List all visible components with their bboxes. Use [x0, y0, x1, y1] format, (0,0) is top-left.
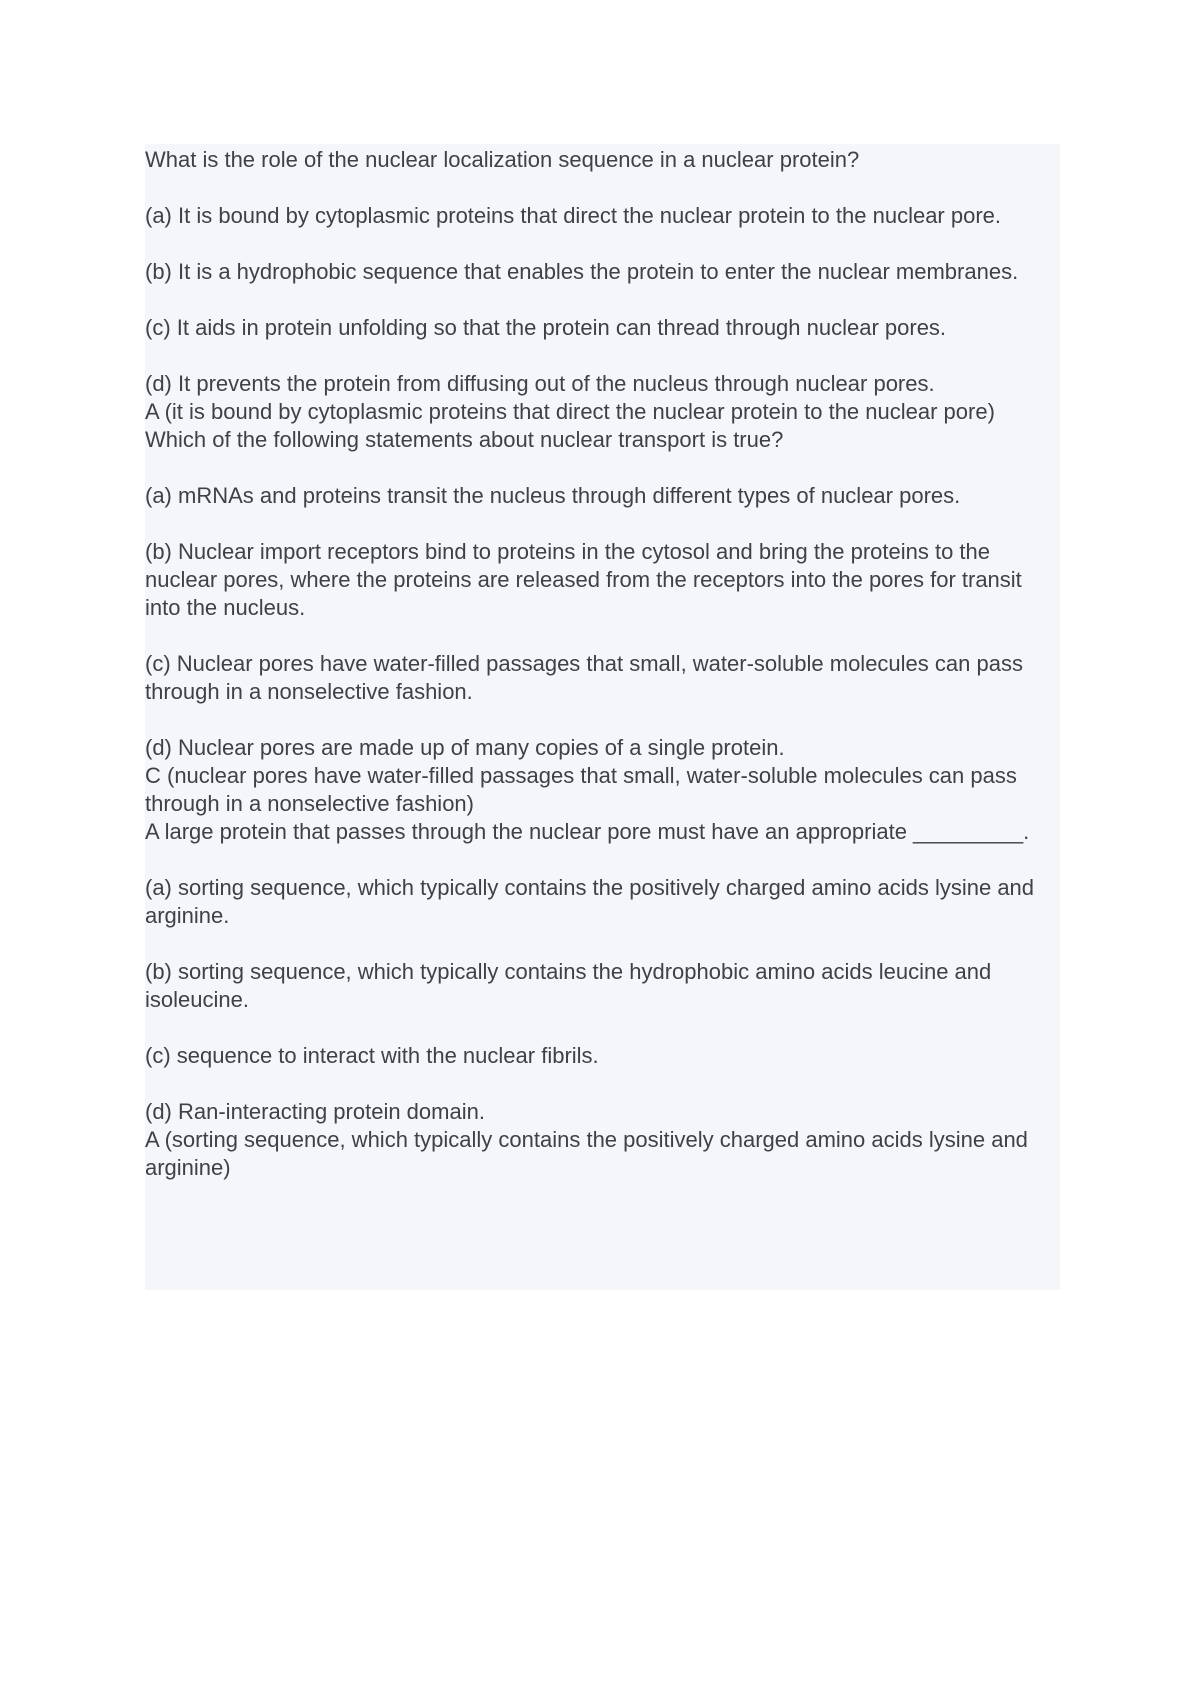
- question-2-answer: C (nuclear pores have water-filled passages that small, water-soluble molecules can pass through in a nonselective fashion): [145, 763, 1017, 816]
- question-3-answer: A (sorting sequence, which typically contains the positively charged amino acids lysine and arginine): [145, 1127, 1028, 1180]
- question-1-option-b: (b) It is a hydrophobic sequence that enables the protein to enter the nuclear membranes.: [145, 259, 1019, 284]
- quiz-text-block: [145, 144, 1060, 1290]
- question-2-option-a: (a) mRNAs and proteins transit the nucleus through different types of nuclear pores.: [145, 483, 961, 508]
- question-2-prompt: Which of the following statements about nuclear transport is true?: [145, 427, 784, 452]
- question-1-prompt: What is the role of the nuclear localization sequence in a nuclear protein?: [145, 147, 860, 172]
- question-2-option-d: (d) Nuclear pores are made up of many copies of a single protein.: [145, 735, 785, 760]
- question-3-option-a: (a) sorting sequence, which typically contains the positively charged amino acids lysine and arginine.: [145, 875, 1035, 928]
- question-3-option-b: (b) sorting sequence, which typically contains the hydrophobic amino acids leucine and isoleucine.: [145, 959, 992, 1012]
- question-3-prompt: A large protein that passes through the nuclear pore must have an appropriate _________.: [145, 819, 1030, 844]
- question-1-option-c: (c) It aids in protein unfolding so that the protein can thread through nuclear pores.: [145, 315, 947, 340]
- question-1-option-a: (a) It is bound by cytoplasmic proteins that direct the nuclear protein to the nuclear pore.: [145, 203, 1002, 228]
- question-2-option-c: (c) Nuclear pores have water-filled passages that small, water-soluble molecules can pass through in a nonselective fashion.: [145, 651, 1023, 704]
- question-1-option-d: (d) It prevents the protein from diffusing out of the nucleus through nuclear pores.: [145, 371, 935, 396]
- question-2-option-b: (b) Nuclear import receptors bind to proteins in the cytosol and bring the proteins to the nuclear pores, where the proteins are released from the receptors into the pores for transit into the nucleus.: [145, 539, 1022, 620]
- question-3-option-c: (c) sequence to interact with the nuclear fibrils.: [145, 1043, 599, 1068]
- question-1-answer: A (it is bound by cytoplasmic proteins that direct the nuclear protein to the nuclear pore): [145, 399, 995, 424]
- question-3-option-d: (d) Ran-interacting protein domain.: [145, 1099, 485, 1124]
